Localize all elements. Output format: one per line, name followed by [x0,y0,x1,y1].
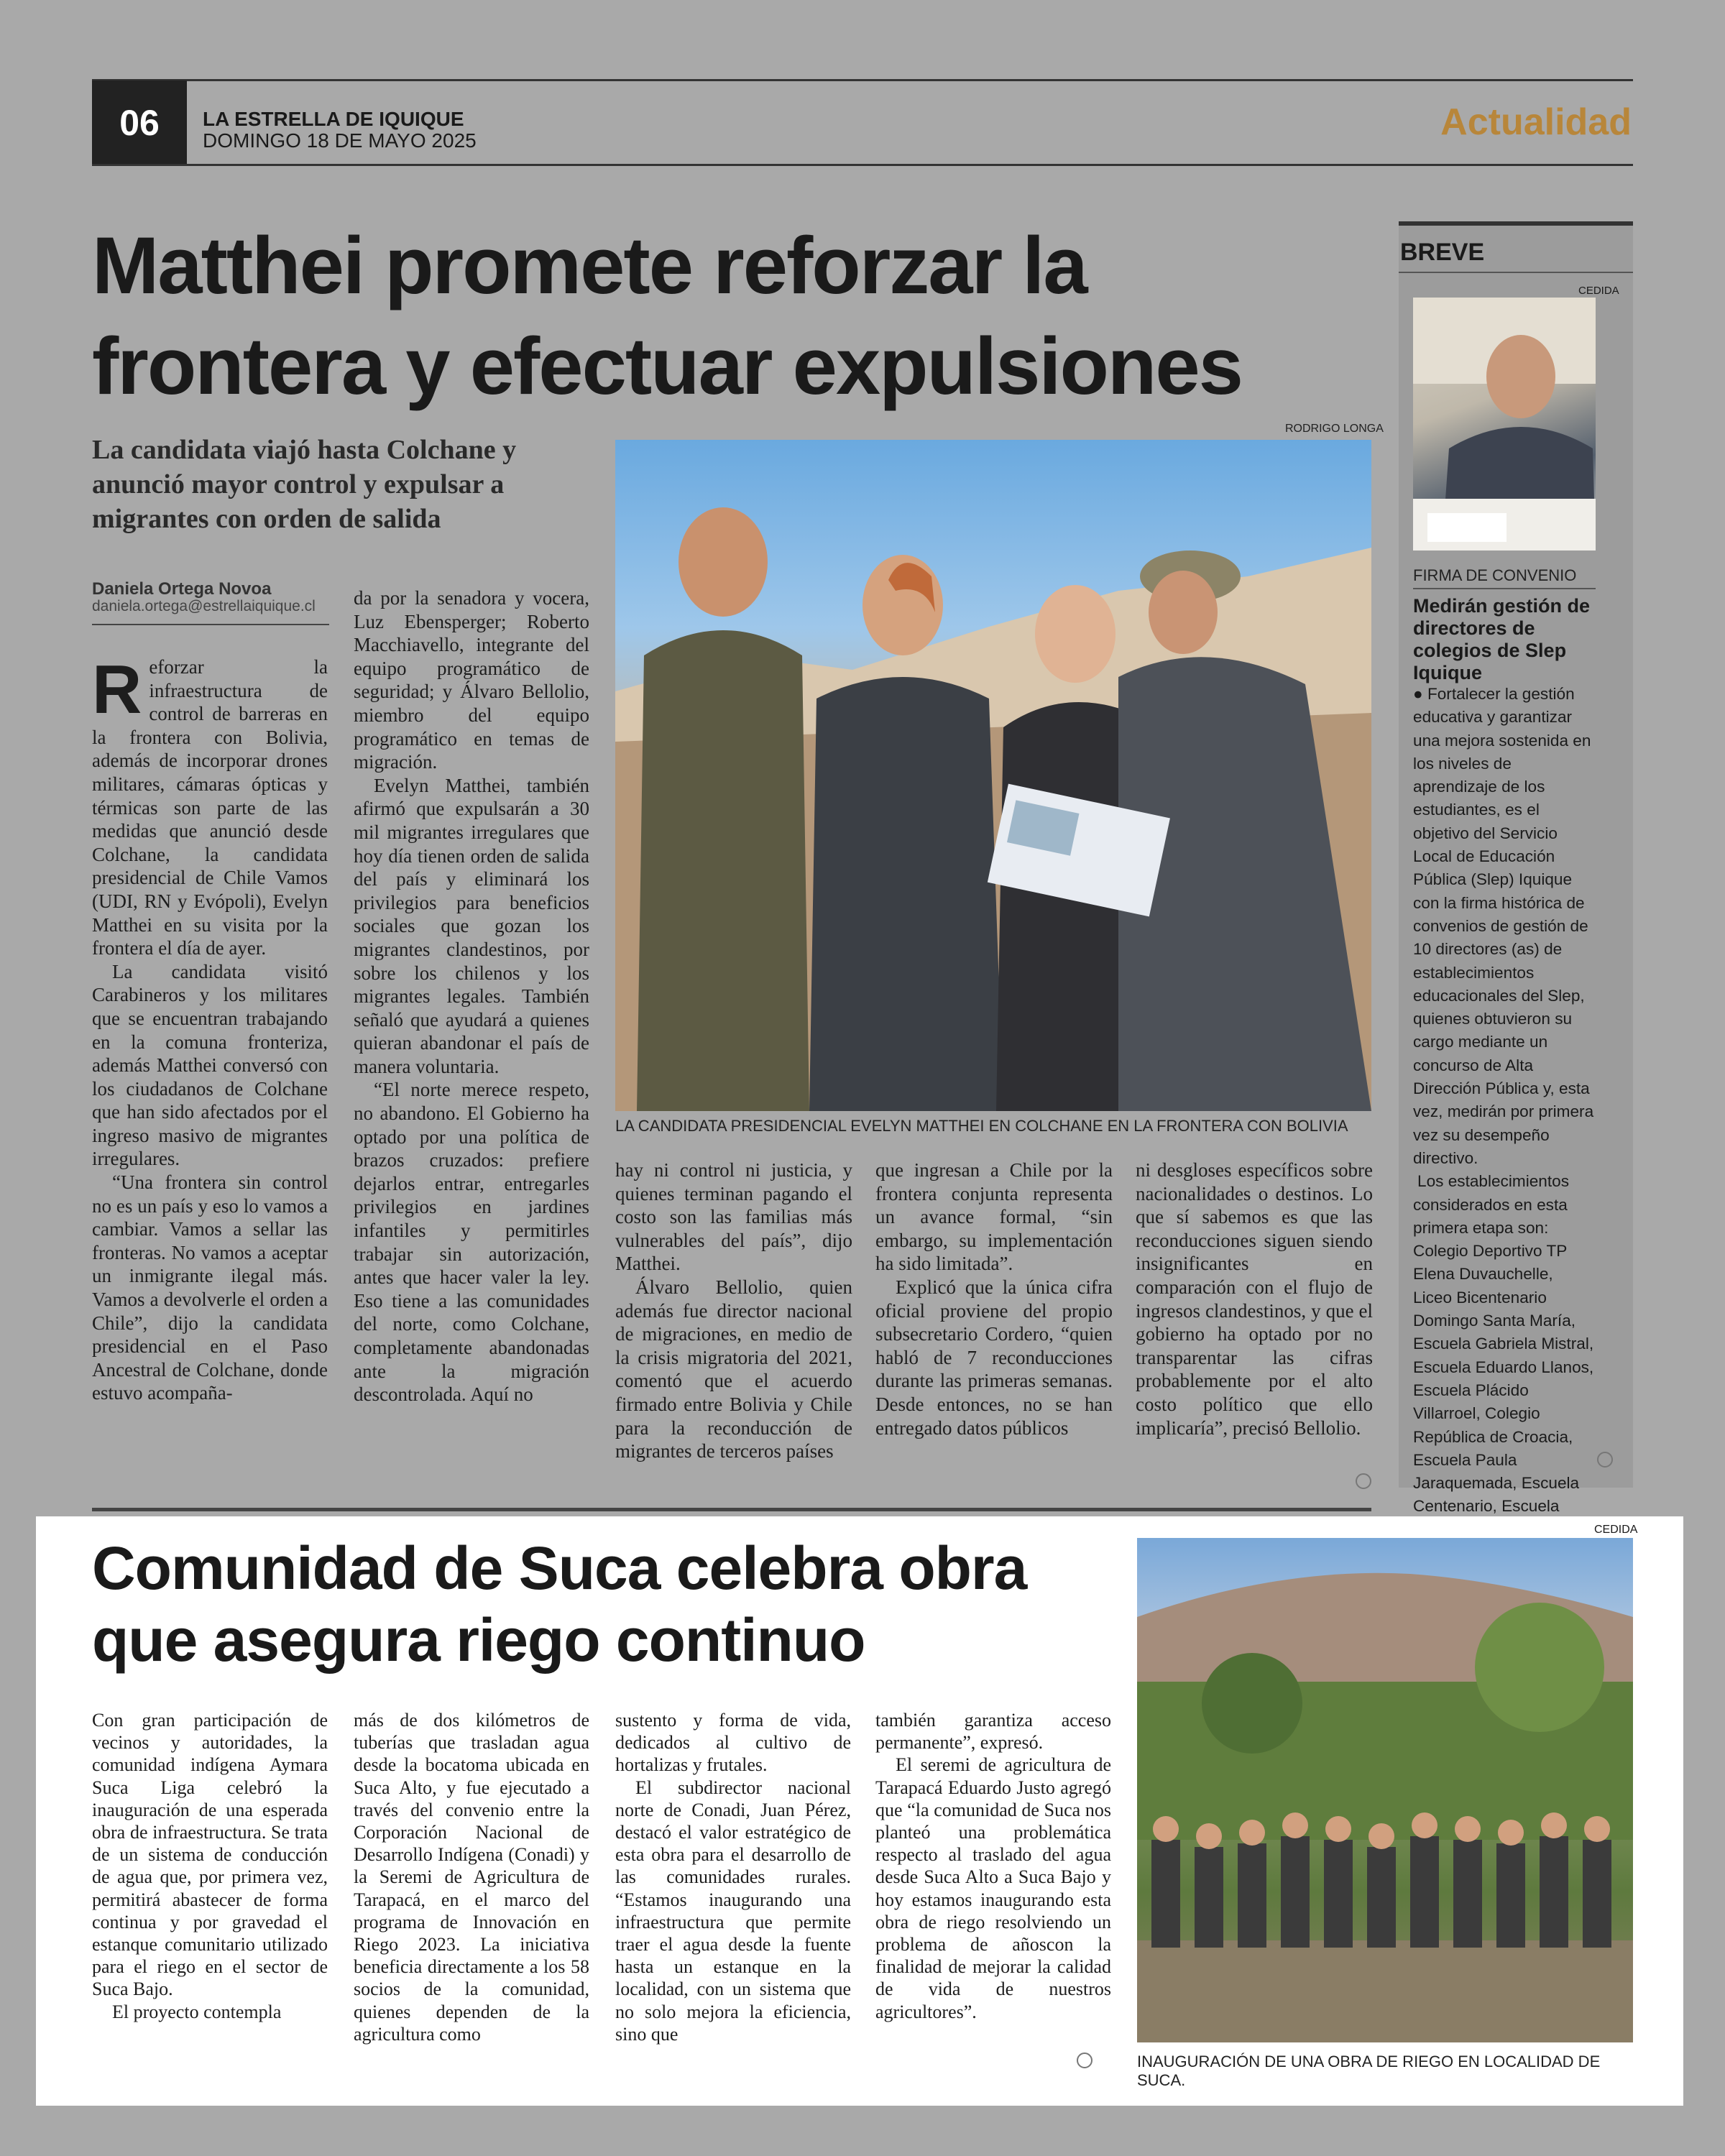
paragraph: también garantiza acceso permanente”, expresó. [875,1710,1111,1754]
paragraph: eforzar la infraestructura de control de barreras en la frontera con Bolivia, además de incorporar drones militares, cámaras ópticas y térmicas son parte de las medidas que anunció desde Colchane, la candidata presidencial de Chile Vamos (UDI, RN y Evópoli), Evelyn Matthei en su visita por la frontera el día de ayer. [92,656,328,959]
newspaper-name: LA ESTRELLA DE IQUIQUE [203,108,464,130]
main-headline [92,216,1379,417]
author-email[interactable]: daniela.ortega@estrellaiquique.cl [92,598,316,614]
sidebar-label: BREVE [1400,239,1485,266]
section-divider [92,1508,1371,1511]
paragraph: “El norte merece respeto, no abandono. El Gobierno ha optado por una política de brazos cruzados: prefiere dejarlos entrar, entregarles privilegios en jardines infantiles y permitirles trabajar sin autorización, antes que hacer valer la ley. Eso tiene a las comunidades del norte, como Colchane, completamente abandonadas ante la migración descontrolada. Aquí no [354,1079,589,1406]
paragraph: El subdirector nacional norte de Conadi, Juan Pérez, destacó el valor estratégico de esta obra para el desarrollo de las comunidades rurales. “Estamos inaugurando una infraestructura que permite traer el agua desde la fuente hasta un estanque en la localidad, con un sistema que no solo mejora la eficiencia, sino que [615,1777,851,2045]
sidebar-kicker: FIRMA DE CONVENIO [1413,566,1577,584]
sidebar-photo-credit: CEDIDA [1578,285,1619,297]
bottom-article-photo [1137,1538,1633,2042]
sidebar-label-rule [1399,272,1633,273]
sidebar-title: Medirán gestión de directores de colegios de Slep Iquique [1413,595,1591,683]
photo-illustration [1413,298,1596,550]
main-photo-caption: LA CANDIDATA PRESIDENCIAL EVELYN MATTHEI EN COLCHANE EN LA FRONTERA CON BOLIVIA [615,1117,1348,1135]
header-top-rule [92,79,1633,81]
main-article-column-3 [615,1158,852,1463]
sidebar-top-rule [1399,221,1633,226]
paragraph: sustento y forma de vida, dedicados al cultivo de hortalizas y frutales. [615,1710,851,1776]
main-photo-credit: RODRIGO LONGA [1285,423,1384,435]
bottom-photo-credit: CEDIDA [1594,1524,1638,1536]
main-article-column-1 [92,651,328,1405]
sidebar-paragraph: Fortalecer la gestión educativa y garantizar una mejora sostenida en los niveles de aprendizaje de los estudiantes, es el objetivo del Servicio Local de Educación Pública (Slep) Iquique con la firma histórica de convenios de gestión de 10 directores (as) de establecimientos educacionales del Slep, quienes obtuvieron su cargo mediante un concurso de Alta Dirección Pública y, esta vez, medirán por primera vez su desempeño directivo. [1413,685,1594,1167]
main-headline-line-2: frontera y efectuar expulsiones [92,321,1242,411]
end-of-article-icon [1356,1473,1371,1489]
bottom-article-column-1 [92,1709,328,2023]
paragraph: da por la senadora y vocera, Luz Ebensperger; Roberto Macchiavello, integrante del equipo programático de seguridad; y Álvaro Bellolio, miembro del equipo programático en temas de migración. [354,587,589,773]
main-subheadline: La candidata viajó hasta Colchane y anunció mayor control y expulsar a migrantes con orden de salida [92,435,517,534]
paragraph: que ingresan a Chile por la frontera conjunta representa un avance formal, “sin embargo, su implementación ha sido limitada”. [875,1159,1113,1275]
bottom-headline-line-1: Comunidad de Suca celebra obra [92,1534,1027,1602]
paragraph: El proyecto contempla [112,2001,282,2022]
page-number: 06 [92,80,187,165]
sidebar-photo [1413,298,1596,550]
paragraph: “Una frontera sin control no es un país y eso lo vamos a cambiar. Vamos a sellar las fronteras. No vamos a aceptar un inmigrante ilegal más. Vamos a devolverle el orden a Chile”, dijo la candidata presidencial en el Paso Ancestral de Colchane, donde estuvo acompaña- [92,1171,328,1404]
sidebar-kicker-rule [1413,588,1596,589]
paragraph: Explicó que la única cifra oficial proviene del propio subsecretario Cordero, “quien habló de 7 reconducciones durante las primeras semanas. Desde entonces, no se han entregado datos públicos [875,1276,1113,1439]
main-headline-line-1: Matthei promete reforzar la [92,221,1087,310]
paragraph: La candidata visitó Carabineros y los militares que se encuentran trabajando en la comuna fronteriza, además Matthei conversó con los ciudadanos de Colchane que han sido afectados por el ingreso masivo de migrantes irregulares. [92,960,328,1170]
paragraph: hay ni control ni justicia, y quienes terminan pagando el costo son las familias más vulnerables del país”, dijo Matthei. [615,1159,852,1275]
bottom-headline [92,1532,1141,1676]
byline-rule [92,624,329,625]
photo-illustration [615,440,1371,1111]
publication-date: DOMINGO 18 DE MAYO 2025 [203,129,477,152]
bottom-article-column-3 [615,1709,851,2045]
bottom-photo-caption: INAUGURACIÓN DE UNA OBRA DE RIEGO EN LOCALIDAD DE SUCA. [1137,2053,1601,2089]
paragraph: Álvaro Bellolio, quien además fue director nacional de migraciones, en medio de la crisis migratoria del 2021, comentó que el acuerdo firmado entre Bolivia y Chile para la reconducción de migrantes de terceros países [615,1276,852,1462]
paragraph: Evelyn Matthei, también afirmó que expulsarán a 30 mil migrantes irregulares que hoy día tienen orden de salida del país y eliminará los privilegios para beneficios sociales que gozan los migrantes clandestinos, por sobre los chilenos y los migrantes legales. También señaló que ayudará a quienes quieran abandonar el país de manera voluntaria. [354,774,589,1077]
main-article-column-2 [354,586,589,1406]
drop-cap: R [92,651,142,728]
paragraph: El seremi de agricultura de Tarapacá Eduardo Justo agregó que “la comunidad de Suca nos planteó una problemática respecto al traslado del agua desde Suca Alto a Suca Bajo y hoy estamos inaugurando esta obra de riego resolviendo un problema de añoscon la finalidad de mejorar la calidad de vida de nuestros agricultores”. [875,1754,1111,2022]
paragraph: ni desgloses específicos sobre nacionalidades o destinos. Lo que sí sabemos es que las reconducciones siguen siendo insignificantes en comparación con el flujo de ingresos clandestinos, y que el gobierno ha optado por no transparentar las cifras probablemente por el alto costo político que ello implicaría”, precisó Bellolio. [1136,1159,1373,1439]
end-of-article-icon [1077,2053,1092,2068]
author-name: Daniela Ortega Novoa [92,579,272,599]
main-article-column-5 [1136,1158,1373,1439]
paragraph: Con gran participación de vecinos y autoridades, la comunidad indígena Aymara Suca Liga celebró la inauguración de una esperada obra de infraestructura. Se trata de un sistema de conducción de agua que, por primera vez, permitirá abastecer de forma continua y por gravedad el estanque comunitario utilizado para el riego en el sector de Suca Bajo. [92,1710,328,2000]
photo-illustration [1137,1538,1633,2042]
main-article-photo [615,440,1371,1111]
sidebar-paragraph: Los establecimientos considerados en esta primera etapa son: Colegio Deportivo TP Elena Duvauchelle, Liceo Bicentenario Domingo Santa María, Escuela Gabriela Mistral, Escuela Eduardo Llanos, Escuela Plácido Villarroel, Colegio República de Croacia, Escuela Paula Jaraquemada, Escuela Centenario, Escuela [1413,1172,1594,1516]
bottom-article-column-4 [875,1709,1111,2023]
section-title: Actualidad [1440,101,1632,143]
end-of-brief-icon [1597,1452,1613,1468]
paragraph: más de dos kilómetros de tuberías que trasladan agua desde la bocatoma ubicada en Suca Alto, y fue ejecutado a través del convenio entre la Corporación Nacional de Desarrollo Indígena (Conadi) y la Seremi de Agricultura de Tarapacá, en el marco del programa de Innovación en Riego 2023. La iniciativa beneficia directamente a los 58 socios de la comunidad, quienes dependen de la agricultura como [354,1710,589,2045]
main-article-column-4 [875,1158,1113,1439]
bottom-article-column-2 [354,1709,589,2045]
bullet-icon: ● [1413,685,1427,703]
sidebar-body [1413,683,1596,1588]
bottom-headline-line-2: que asegura riego continuo [92,1606,865,1674]
header-bottom-rule [92,164,1633,166]
